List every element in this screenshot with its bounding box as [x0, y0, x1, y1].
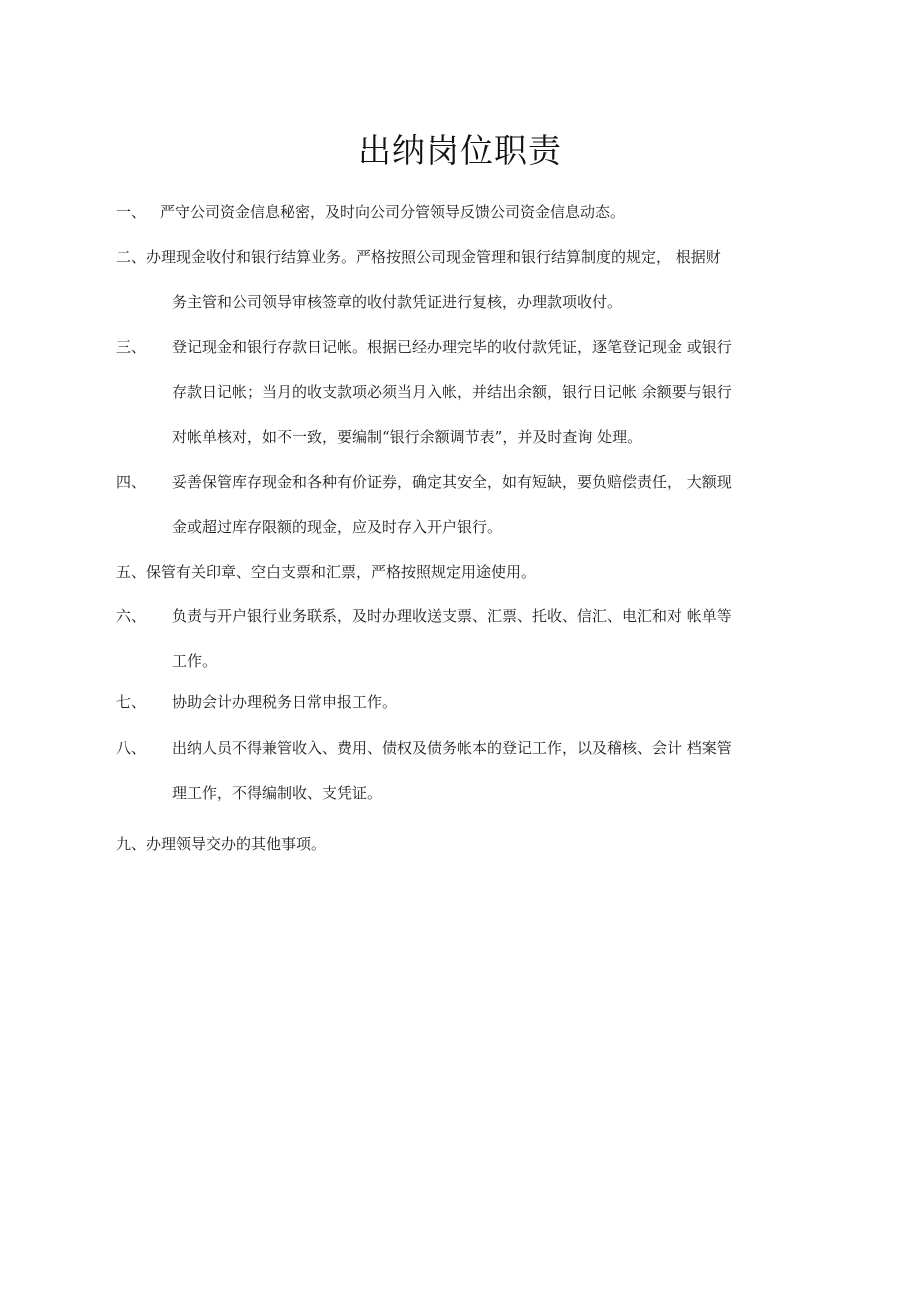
- duty-item-9: [116, 822, 816, 867]
- item-text-continued: 存款日记帐；当月的收支款项必须当月入帐，并结出余额，银行日记帐 余额要与银行: [172, 383, 732, 401]
- item-text-continued: 金或超过库存限额的现金，应及时存入开户银行。: [172, 518, 503, 536]
- duty-line: [116, 822, 816, 867]
- duty-item-6: [116, 594, 816, 684]
- duty-line: [116, 726, 816, 771]
- duty-item-2: [116, 235, 816, 325]
- item-text: 保管有关印章、空白支票和汇票，严格按照规定用途使用。: [146, 563, 537, 581]
- item-text-continued: 对帐单核对，如不一致，要编制“银行余额调节表”，并及时查询 处理。: [172, 428, 643, 446]
- duty-line: [116, 235, 816, 280]
- duty-line: [116, 460, 816, 505]
- item-text: 严守公司资金信息秘密，及时向公司分管领导反馈公司资金信息动态。: [160, 203, 626, 221]
- item-number: 七、: [116, 693, 147, 711]
- item-text: 办理领导交办的其他事项。: [146, 835, 327, 853]
- item-number: 二、: [116, 248, 147, 266]
- duty-item-5: [116, 550, 816, 595]
- item-text: 办理现金收付和银行结算业务。严格按照公司现金管理和银行结算制度的规定， 根据财: [146, 248, 721, 266]
- duty-item-8: [116, 726, 816, 816]
- duty-line: [116, 550, 816, 595]
- item-number: 三、: [116, 338, 147, 356]
- item-text-continued: 务主管和公司领导审核签章的收付款凭证进行复核，办理款项收付。: [172, 293, 623, 311]
- item-text: 负责与开户银行业务联系，及时办理收送支票、汇票、托收、信汇、电汇和对 帐单等: [172, 607, 732, 625]
- duty-item-4: [116, 460, 816, 550]
- item-number: 六、: [116, 607, 147, 625]
- item-number: 一、: [116, 203, 147, 221]
- item-text: 协助会计办理税务日常申报工作。: [172, 693, 398, 711]
- duty-item-7: [116, 680, 816, 725]
- item-text-continued: 工作。: [172, 652, 218, 670]
- duty-line: [116, 594, 816, 639]
- item-number: 九、: [116, 835, 147, 853]
- duty-item-1: [116, 190, 816, 235]
- item-text-continued: 理工作，不得编制收、支凭证。: [172, 784, 383, 802]
- duty-item-3: [116, 325, 816, 460]
- item-number: 四、: [116, 473, 147, 491]
- duty-line: [116, 190, 816, 235]
- page-title: 出纳岗位职责: [358, 131, 562, 170]
- item-number: 五、: [116, 563, 147, 581]
- item-text: 登记现金和银行存款日记帐。根据已经办理完毕的收付款凭证，逐笔登记现金 或银行: [172, 338, 732, 356]
- duty-line: [116, 680, 816, 725]
- item-text: 出纳人员不得兼管收入、费用、债权及债务帐本的登记工作，以及稽核、会计 档案管: [172, 739, 732, 757]
- item-text: 妥善保管库存现金和各种有价证券，确定其安全，如有短缺，要负赔偿责任， 大额现: [172, 473, 732, 491]
- item-number: 八、: [116, 739, 147, 757]
- duty-line: [116, 325, 816, 370]
